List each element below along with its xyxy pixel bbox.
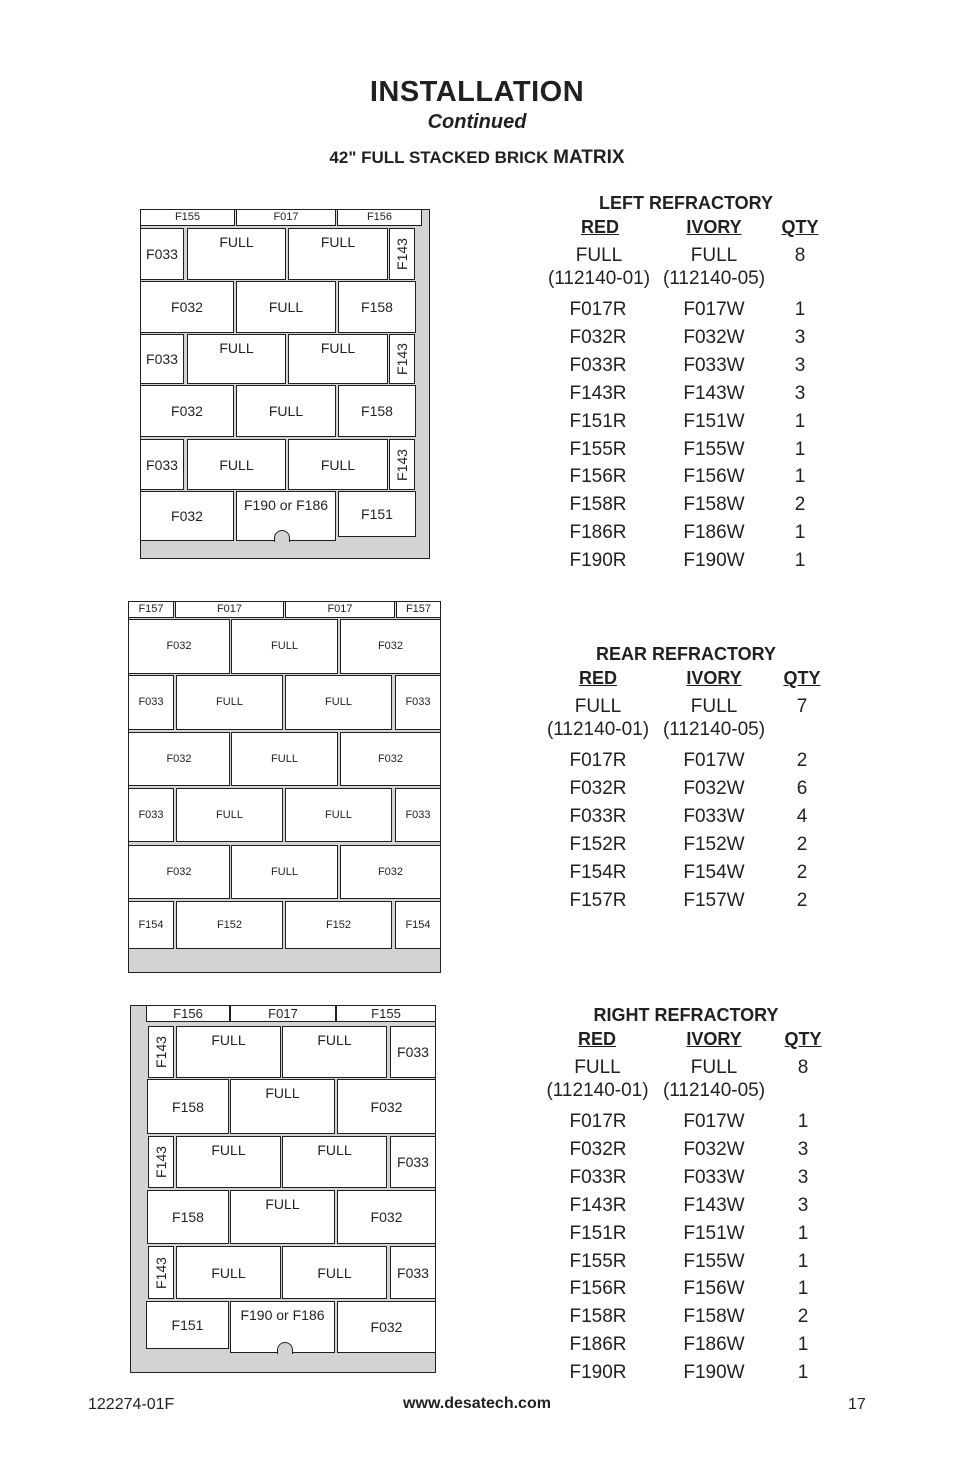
brick: F033 xyxy=(390,1136,436,1188)
brick xyxy=(148,1246,174,1299)
brick: F033 xyxy=(390,1246,436,1299)
brick: F033 xyxy=(390,1026,436,1078)
brick: F032 xyxy=(128,732,230,786)
part-ivory: F157W xyxy=(683,889,745,911)
part-qty: 2 xyxy=(796,889,808,911)
full-red: FULL xyxy=(575,245,623,266)
part-red: F155R xyxy=(569,438,627,460)
part-ivory: F151W xyxy=(683,1222,745,1244)
part-red: F186R xyxy=(569,522,627,544)
part-ivory: F156W xyxy=(683,466,745,488)
part-ivory: F143W xyxy=(683,382,745,404)
brick: F032 xyxy=(140,491,234,541)
brick: F032 xyxy=(337,1190,436,1244)
part-red: F033R xyxy=(569,354,627,376)
brick: F032 xyxy=(140,281,234,333)
part-qty: 2 xyxy=(796,750,808,771)
brick: F032 xyxy=(340,619,441,674)
part-ivory: F032W xyxy=(683,777,745,799)
part-red: F156R xyxy=(569,1278,627,1300)
part-qty: 2 xyxy=(797,1306,809,1328)
part-ivory: F151W xyxy=(683,410,745,432)
right-refractory-diagram xyxy=(130,1005,436,1373)
brick: F154 xyxy=(128,901,174,949)
part-red: F017R xyxy=(569,299,627,320)
part-ivory: F155W xyxy=(683,1250,745,1272)
brick xyxy=(389,334,415,384)
brick: F032 xyxy=(340,732,441,786)
part-qty: 1 xyxy=(794,299,806,320)
part-qty: 2 xyxy=(796,833,808,855)
brick: FULL xyxy=(176,1136,281,1188)
part-red: F033R xyxy=(569,805,627,827)
part-red: F143R xyxy=(569,382,627,404)
brick: FULL xyxy=(176,1246,281,1299)
table-heading: LEFT REFRACTORY xyxy=(599,193,773,213)
brick: F152 xyxy=(176,901,283,949)
brick: F032 xyxy=(340,845,441,899)
brick: F156 xyxy=(337,209,422,226)
brick: F017 xyxy=(236,209,336,226)
full-ivory: FULL xyxy=(690,1057,738,1078)
part-ivory: F033W xyxy=(683,354,745,376)
part-red: F155R xyxy=(569,1250,627,1272)
page-title: INSTALLATION xyxy=(369,76,585,108)
part-qty: 3 xyxy=(794,354,806,376)
part-ivory: F186W xyxy=(683,1334,745,1356)
part-ivory: F190W xyxy=(683,1362,745,1384)
part-red: F032R xyxy=(569,777,627,799)
part-qty: 3 xyxy=(797,1166,809,1188)
column-header-ivory: IVORY xyxy=(686,217,742,237)
brick-notch xyxy=(274,530,290,542)
part-ivory: F143W xyxy=(683,1194,745,1216)
brick-label: F143 xyxy=(153,1256,170,1289)
brick: F033 xyxy=(128,788,174,842)
brick: FULL xyxy=(288,334,388,384)
part-qty: 1 xyxy=(794,522,806,544)
brick: F158 xyxy=(147,1079,229,1134)
page-subtitle: Continued xyxy=(427,111,527,133)
brick: FULL xyxy=(231,845,338,899)
part-qty: 4 xyxy=(796,805,808,827)
part-ivory: F017W xyxy=(683,750,745,771)
part-ivory: F033W xyxy=(683,805,745,827)
brick: F151 xyxy=(338,491,416,537)
brick: F017 xyxy=(230,1005,336,1022)
brick: F158 xyxy=(147,1190,229,1244)
brick: FULL xyxy=(176,788,283,842)
full-red-part-number: (112140-01) xyxy=(546,719,650,740)
brick-label: F143 xyxy=(394,448,411,481)
part-qty: 1 xyxy=(797,1250,809,1272)
part-red: F152R xyxy=(569,833,627,855)
brick: F154 xyxy=(395,901,441,949)
brick: FULL xyxy=(176,675,283,730)
brick-label: F143 xyxy=(153,1036,170,1068)
full-red: FULL xyxy=(574,1057,621,1078)
part-ivory: F155W xyxy=(683,438,745,460)
part-qty: 3 xyxy=(794,326,806,348)
part-qty: 3 xyxy=(794,382,806,404)
part-red: F032R xyxy=(569,326,627,348)
part-qty: 1 xyxy=(794,550,806,572)
full-qty: 8 xyxy=(797,1057,809,1078)
column-header-qty: QTY xyxy=(784,1029,822,1049)
brick: F155 xyxy=(336,1005,436,1022)
full-red-part-number: (112140-01) xyxy=(547,268,651,289)
part-qty: 1 xyxy=(797,1278,809,1300)
part-red: F157R xyxy=(569,889,627,911)
part-ivory: F032W xyxy=(683,1138,745,1160)
table-heading: REAR REFRACTORY xyxy=(595,644,776,664)
part-qty: 3 xyxy=(797,1138,809,1160)
part-red: F156R xyxy=(569,466,627,488)
column-header-red: RED xyxy=(577,1029,616,1049)
brick: FULL xyxy=(230,1079,335,1134)
part-qty: 3 xyxy=(797,1194,809,1216)
brick: FULL xyxy=(176,1026,281,1078)
part-red: F190R xyxy=(569,550,627,572)
brick: FULL xyxy=(236,385,336,437)
full-qty: 8 xyxy=(794,245,806,266)
brick: F033 xyxy=(140,334,184,384)
brick: F152 xyxy=(285,901,392,949)
part-qty: 2 xyxy=(794,494,806,516)
brick: F157 xyxy=(396,601,441,618)
brick: F033 xyxy=(140,439,184,490)
full-ivory-part-number: (112140-05) xyxy=(662,1080,766,1101)
brick: F156 xyxy=(146,1005,230,1022)
brick: F033 xyxy=(395,788,441,842)
part-qty: 6 xyxy=(796,777,808,799)
brick: F032 xyxy=(140,385,234,437)
brick: FULL xyxy=(187,334,286,384)
part-ivory: F156W xyxy=(683,1278,745,1300)
column-header-qty: QTY xyxy=(781,217,819,237)
part-red: F017R xyxy=(569,750,627,771)
matrix-title xyxy=(0,147,954,169)
part-qty: 1 xyxy=(797,1334,809,1356)
full-red: FULL xyxy=(574,696,622,717)
part-qty: 1 xyxy=(797,1111,809,1132)
full-red-part-number: (112140-01) xyxy=(546,1080,649,1101)
brick xyxy=(389,228,415,280)
part-red: F158R xyxy=(569,1306,627,1328)
brick: F032 xyxy=(128,619,230,674)
brick xyxy=(148,1026,174,1078)
document-number: 122274-01F xyxy=(88,1396,175,1413)
brick: F033 xyxy=(395,675,441,730)
part-ivory: F154W xyxy=(683,861,745,883)
full-ivory: FULL xyxy=(690,696,738,717)
brick: FULL xyxy=(231,732,338,786)
rear-refractory-diagram xyxy=(128,601,441,973)
brick: FULL xyxy=(187,228,286,280)
column-header-red: RED xyxy=(578,668,617,688)
part-ivory: F186W xyxy=(683,522,745,544)
brick: F033 xyxy=(128,675,174,730)
brick: F017 xyxy=(175,601,284,618)
part-qty: 1 xyxy=(797,1362,809,1384)
brick: F017 xyxy=(285,601,395,618)
brick xyxy=(389,439,415,490)
brick xyxy=(148,1136,174,1188)
part-ivory: F158W xyxy=(683,494,745,516)
part-red: F158R xyxy=(569,494,627,516)
part-red: F190R xyxy=(569,1362,627,1384)
part-ivory: F017W xyxy=(683,1111,745,1132)
brick: FULL xyxy=(230,1190,335,1244)
column-header-red: RED xyxy=(580,217,619,237)
brick: FULL xyxy=(282,1246,387,1299)
part-ivory: F032W xyxy=(683,326,745,348)
website-link[interactable]: www.desatech.com xyxy=(403,1395,551,1412)
brick: F155 xyxy=(140,209,235,226)
part-red: F151R xyxy=(569,410,627,432)
brick: F032 xyxy=(337,1079,436,1134)
part-qty: 1 xyxy=(794,410,806,432)
part-ivory: F190W xyxy=(683,550,745,572)
part-ivory: F158W xyxy=(683,1306,745,1328)
brick: FULL xyxy=(236,281,336,333)
brick: F151 xyxy=(146,1301,229,1349)
brick-notch xyxy=(277,1342,293,1354)
brick: FULL xyxy=(288,439,388,490)
part-red: F151R xyxy=(569,1222,627,1244)
part-qty: 1 xyxy=(794,466,806,488)
part-ivory: F017W xyxy=(683,299,745,320)
brick-label: F143 xyxy=(394,343,411,375)
part-qty: 2 xyxy=(796,861,808,883)
full-ivory-part-number: (112140-05) xyxy=(662,719,766,740)
page-number: 17 xyxy=(848,1396,866,1413)
matrix-title-suffix: MATRIX xyxy=(553,147,625,168)
brick: FULL xyxy=(231,619,338,674)
full-ivory: FULL xyxy=(690,245,738,266)
brick: FULL xyxy=(187,439,286,490)
brick: FULL xyxy=(285,675,392,730)
brick: F190 or F186 xyxy=(236,491,336,541)
brick: FULL xyxy=(282,1026,387,1078)
brick: FULL xyxy=(285,788,392,842)
column-header-ivory: IVORY xyxy=(686,1029,742,1049)
brick: F190 or F186 xyxy=(230,1301,335,1353)
brick: FULL xyxy=(282,1136,387,1188)
brick: F032 xyxy=(128,845,230,899)
part-ivory: F033W xyxy=(683,1166,745,1188)
part-red: F154R xyxy=(569,861,627,883)
brick-label: F143 xyxy=(394,238,411,270)
part-red: F143R xyxy=(569,1194,627,1216)
part-qty: 1 xyxy=(797,1222,809,1244)
matrix-title-main: 42" FULL STACKED BRICK xyxy=(329,148,554,167)
column-header-ivory: IVORY xyxy=(686,668,742,688)
part-red: F033R xyxy=(569,1166,627,1188)
part-red: F032R xyxy=(569,1138,627,1160)
table-heading: RIGHT REFRACTORY xyxy=(593,1005,779,1025)
brick: F157 xyxy=(128,601,174,618)
brick: FULL xyxy=(288,228,388,280)
brick-label: F143 xyxy=(153,1146,170,1178)
brick: F158 xyxy=(338,281,416,333)
part-red: F017R xyxy=(569,1111,627,1132)
full-qty: 7 xyxy=(796,696,808,717)
brick: F032 xyxy=(337,1301,436,1353)
column-header-qty: QTY xyxy=(783,668,821,688)
left-refractory-diagram xyxy=(140,209,430,559)
brick: F033 xyxy=(140,228,184,280)
brick: F158 xyxy=(338,385,416,437)
part-qty: 1 xyxy=(794,438,806,460)
part-red: F186R xyxy=(569,1334,627,1356)
full-ivory-part-number: (112140-05) xyxy=(662,268,766,289)
part-ivory: F152W xyxy=(683,833,745,855)
